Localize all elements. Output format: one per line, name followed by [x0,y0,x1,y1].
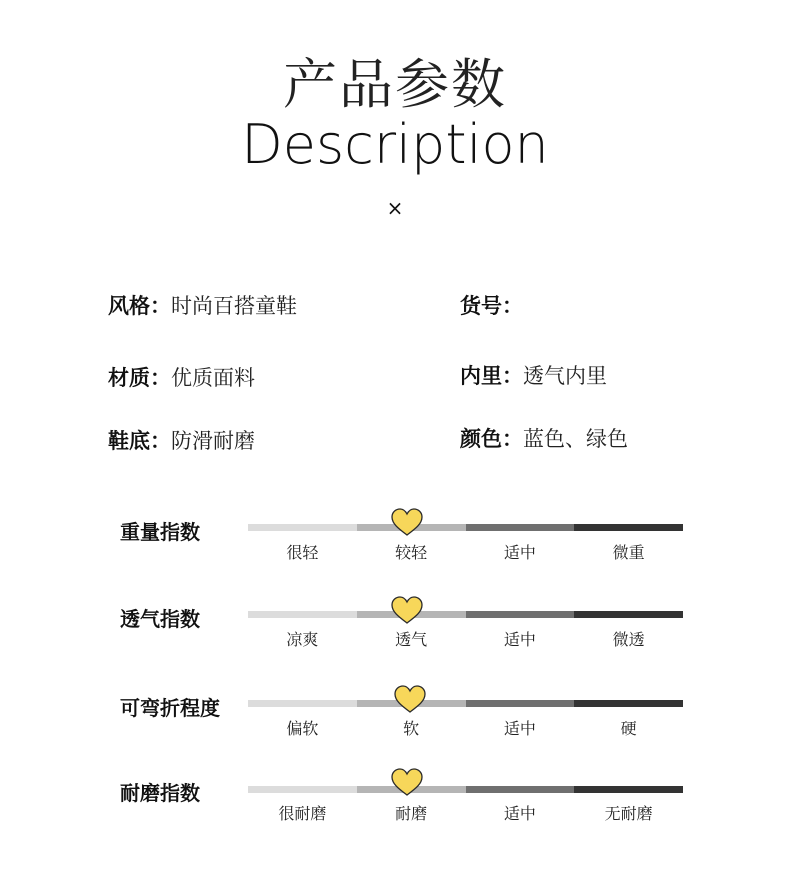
spec-material [108,362,255,392]
spec-color-label: 颜色： [460,427,523,451]
rating-weight-ticks [248,540,683,563]
rating-flexibility-label: 可弯折程度 [120,696,220,720]
spec-sole [108,425,255,455]
spec-style-label: 风格： [108,294,171,318]
heart-icon [390,767,424,797]
rating-durability-tick: 适中 [503,804,536,823]
rating-breathability-tick: 透气 [395,630,428,649]
rating-breathability-ticks [248,627,683,650]
rating-flexibility-ticks [248,716,683,739]
rating-breathability-tick: 凉爽 [286,630,319,649]
rating-weight-label: 重量指数 [120,520,200,544]
rating-flexibility-tick: 偏软 [286,719,319,738]
rating-durability-label: 耐磨指数 [120,781,200,805]
spec-lining-label: 内里： [460,364,523,388]
rating-durability-scale [248,786,683,793]
rating-weight-tick: 较轻 [395,543,428,562]
spec-sole-label: 鞋底： [108,429,171,453]
heart-icon [390,507,424,537]
spec-style [108,290,297,320]
title-separator: × [386,196,404,220]
heart-icon [393,684,427,714]
rating-breathability-tick: 微透 [612,630,645,649]
spec-color-value: 蓝色、绿色 [523,427,628,451]
rating-flexibility-tick: 软 [403,719,420,738]
rating-weight-tick: 很轻 [286,543,319,562]
rating-flexibility-scale [248,700,683,707]
page-title-en: Description [241,113,549,176]
spec-item-no [460,290,523,320]
rating-flexibility-tick: 适中 [503,719,536,738]
spec-lining-value: 透气内里 [523,364,607,388]
rating-breathability-scale [248,611,683,618]
rating-durability-tick: 很耐磨 [278,804,327,823]
rating-durability-tick: 耐磨 [395,804,428,823]
spec-material-label: 材质： [108,366,171,390]
rating-durability-tick: 无耐磨 [604,804,653,823]
heart-icon [390,595,424,625]
rating-breathability-tick: 适中 [503,630,536,649]
spec-lining [460,360,607,390]
rating-weight-tick: 适中 [503,543,536,562]
spec-color [460,423,628,453]
spec-item-no-label: 货号： [460,294,523,318]
spec-material-value: 优质面料 [171,366,255,390]
rating-flexibility-tick: 硬 [620,719,637,738]
rating-durability-ticks [248,801,683,824]
page-title-cn: 产品参数 [283,53,507,116]
rating-weight-tick: 微重 [612,543,645,562]
spec-style-value: 时尚百搭童鞋 [171,294,297,318]
spec-sole-value: 防滑耐磨 [171,429,255,453]
rating-weight-scale [248,524,683,531]
rating-breathability-label: 透气指数 [120,607,200,631]
